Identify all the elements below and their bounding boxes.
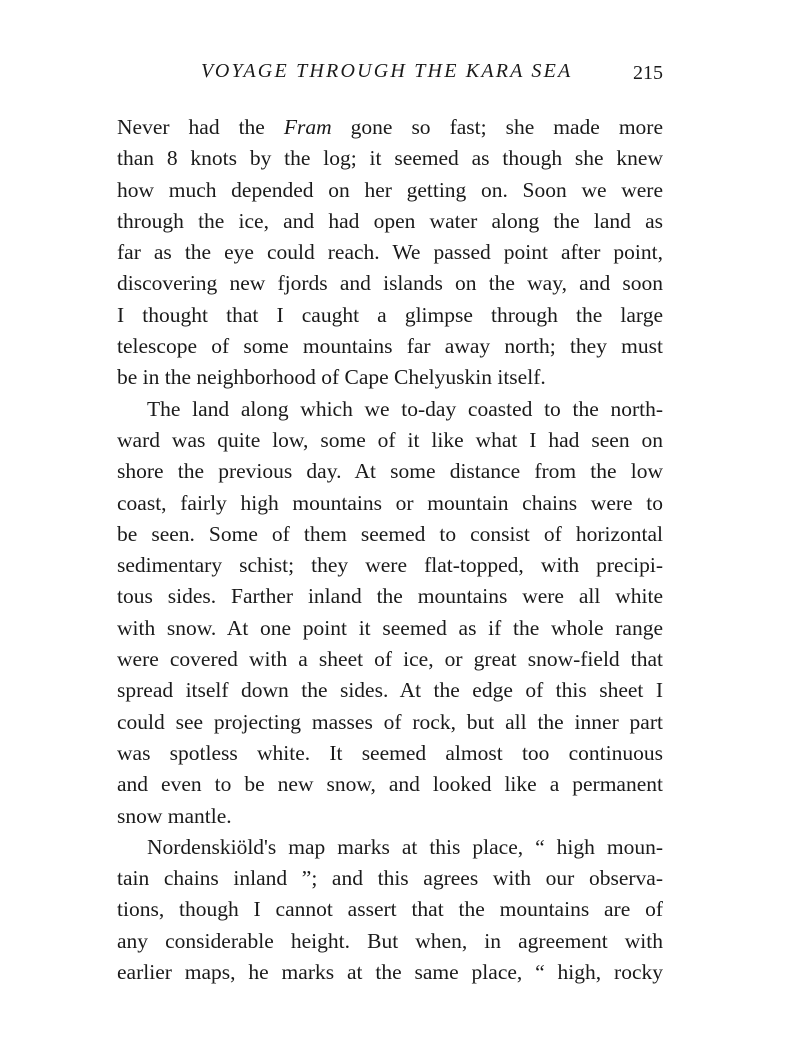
text-line: earlier maps, he marks at the same place, “ high, rocky: [117, 960, 663, 985]
text-line: far as the eye could reach. We passed point after point,: [117, 240, 663, 265]
text-line: discovering new fjords and islands on the way, and soon: [117, 271, 663, 296]
text-line: spread itself down the sides. At the edge of this sheet I: [117, 678, 663, 703]
text-line: how much depended on her getting on. Soon we were: [117, 177, 663, 202]
text-line: be in the neighborhood of Cape Chelyuskin itself.: [117, 365, 546, 390]
body-text: [117, 112, 663, 988]
ship-name: Fram: [283, 115, 332, 139]
text-line: shore the previous day. At some distance from the low: [117, 459, 663, 484]
text-line: tous sides. Farther inland the mountains were all white: [117, 584, 663, 609]
text-line: with snow. At one point it seemed as if the whole range: [117, 615, 663, 640]
text-line: Nordenskiöld's map marks at this place, “ high moun-: [147, 834, 663, 859]
running-title: VOYAGE THROUGH THE KARA SEA: [201, 60, 573, 82]
paragraph: [117, 832, 663, 988]
text-line: I thought that I caught a glimpse through the large: [117, 302, 663, 327]
text-line: telescope of some mountains far away north; they must: [117, 334, 663, 359]
text-line: through the ice, and had open water along the land as: [117, 208, 663, 233]
text-line: tain chains inland ”; and this agrees with our observa-: [117, 866, 663, 891]
text-line: ward was quite low, some of it like what I had seen on: [117, 427, 663, 452]
text-line: were covered with a sheet of ice, or great snow-field that: [117, 647, 663, 672]
running-head: [117, 60, 663, 90]
text-line: any considerable height. But when, in agreement with: [117, 928, 663, 953]
page-number: 215: [633, 62, 663, 84]
text-line: Never had the Fram gone so fast; she made more: [117, 115, 663, 139]
text-line: could see projecting masses of rock, but all the inner part: [117, 709, 663, 734]
text-line: snow mantle.: [117, 803, 232, 828]
paragraph: [117, 394, 663, 832]
text-line: tions, though I cannot assert that the mountains are of: [117, 897, 663, 922]
text-line: be seen. Some of them seemed to consist of horizontal: [117, 521, 663, 546]
text-line: The land along which we to-day coasted to the north-: [147, 396, 663, 421]
text-line: and even to be new snow, and looked like a permanent: [117, 772, 663, 797]
text-line: coast, fairly high mountains or mountain chains were to: [117, 490, 663, 515]
paragraph: [117, 112, 663, 394]
text-line: sedimentary schist; they were flat-topped, with precipi-: [117, 553, 663, 578]
text-line: than 8 knots by the log; it seemed as though she knew: [117, 146, 663, 171]
text-line: was spotless white. It seemed almost too continuous: [117, 740, 663, 765]
